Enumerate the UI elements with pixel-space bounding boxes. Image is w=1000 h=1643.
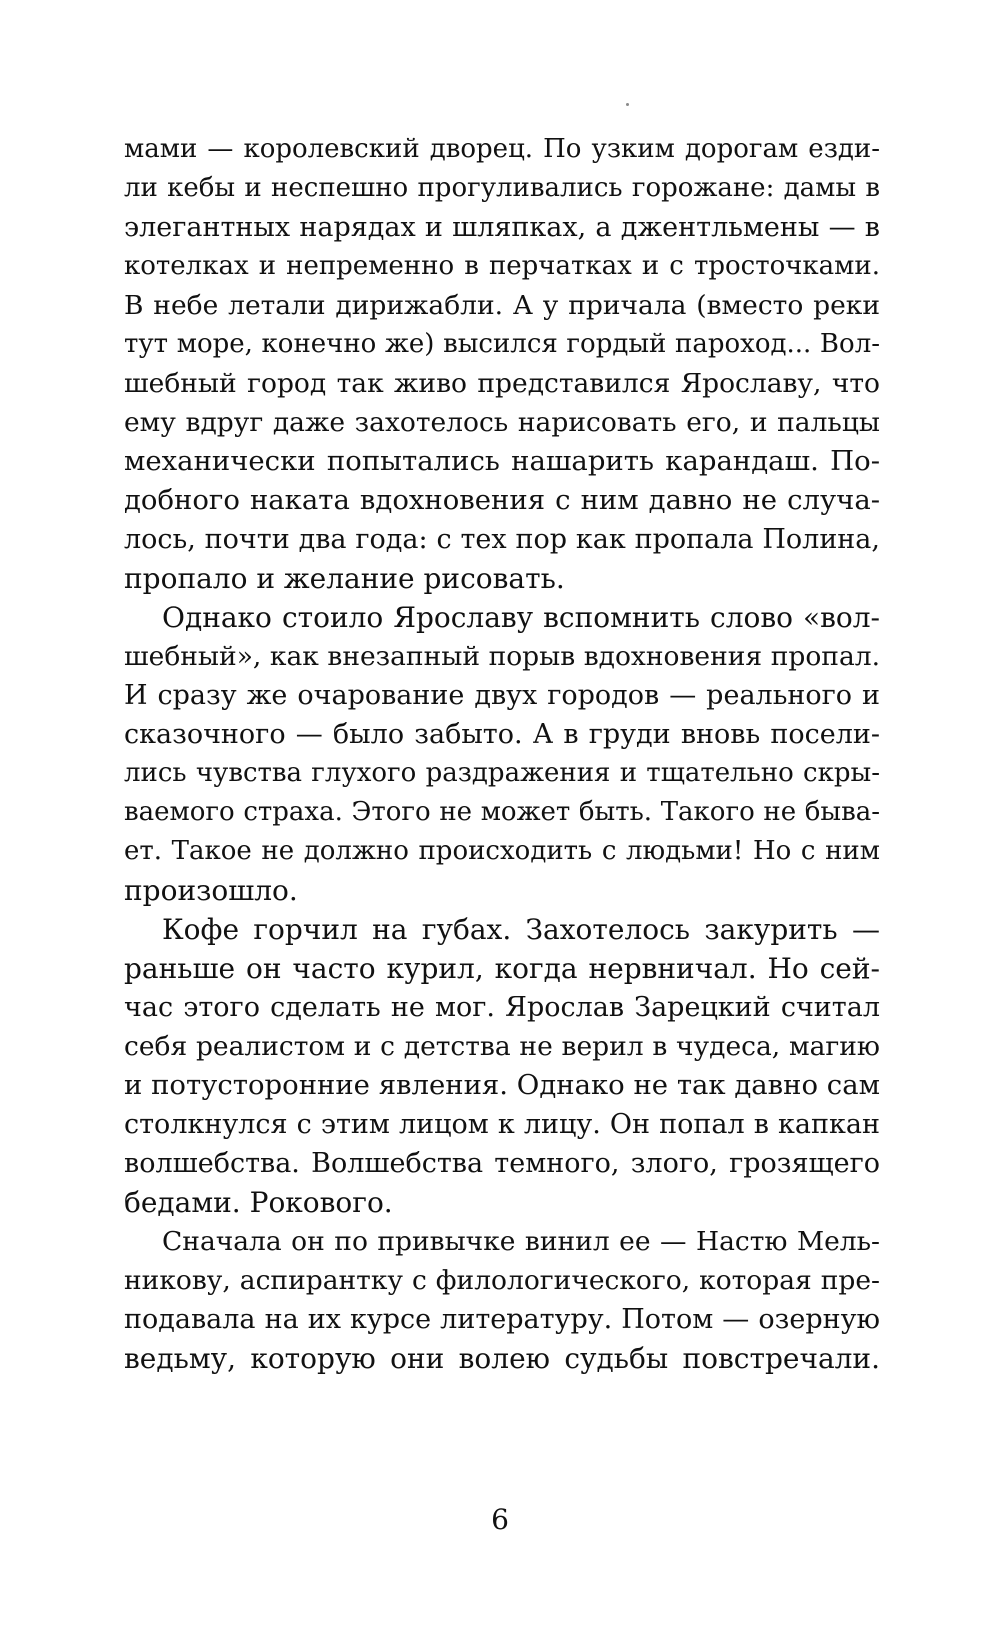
paragraph xyxy=(124,1222,880,1378)
text-line: Сначала он по привычке винил ее — Настю Мель- xyxy=(162,1226,880,1257)
text-line: котелках и непременно в перчатках и с тросточками. xyxy=(124,251,880,281)
paragraph xyxy=(124,598,880,910)
text-line: элегантных нарядах и шляпках, а джентльмены — в xyxy=(124,212,880,243)
text-line: никову, аспирантку с филологического, которая пре- xyxy=(124,1265,880,1296)
text-line: шебный», как внезапный порыв вдохновения пропал. xyxy=(124,641,880,672)
text-line: шебный город так живо представился Ярославу, что xyxy=(124,368,880,399)
text-line: добного наката вдохновения с ним давно не случа- xyxy=(124,484,880,516)
text-line: столкнулся с этим лицом к лицу. Он попал в капкан xyxy=(124,1109,880,1140)
text-line: механически попытались нашарить карандаш. По- xyxy=(124,445,880,477)
paragraph xyxy=(124,910,880,1222)
text-line: ли кебы и неспешно прогуливались горожане: дамы в xyxy=(124,173,880,203)
text-line: сказочного — было забыто. А в груди вновь посели- xyxy=(124,719,880,750)
text-line: В небе летали дирижабли. А у причала (вместо реки xyxy=(124,290,880,321)
text-line: ему вдруг даже захотелось нарисовать его, и пальцы xyxy=(124,407,880,438)
paragraph xyxy=(124,130,880,598)
text-line: мами — королевский дворец. По узким дорогам езди- xyxy=(124,134,880,164)
text-line: ведьму, которую они волею судьбы повстречали. xyxy=(124,1342,880,1375)
text-line: Кофе горчил на губах. Захотелось закурить — xyxy=(162,913,880,946)
body-text xyxy=(124,130,880,1378)
text-line: ваемого страха. Этого не может быть. Такого не быва- xyxy=(124,797,880,827)
text-line: раньше он часто курил, когда нервничал. Но сей- xyxy=(124,952,880,985)
text-line: себя реалистом и с детства не верил в чудеса, магию xyxy=(124,1031,880,1062)
text-line: тут море, конечно же) высился гордый пароход... Вол- xyxy=(124,329,880,359)
text-line: волшебства. Волшебства темного, злого, грозящего xyxy=(124,1148,880,1179)
text-line: лись чувства глухого раздражения и тщательно скры- xyxy=(124,758,880,788)
text-line: И сразу же очарование двух городов — реального и xyxy=(124,680,880,711)
text-line: Однако стоило Ярославу вспомнить слово «вол- xyxy=(162,601,880,634)
text-line: подавала на их курсе литературу. Потом — озерную xyxy=(124,1304,880,1335)
print-speck xyxy=(626,103,629,106)
text-line: произошло. xyxy=(124,874,298,907)
text-line: ет. Такое не должно происходить с людьми! Но с ним xyxy=(124,836,880,866)
text-line: лось, почти два года: с тех пор как пропала Полина, xyxy=(124,524,880,555)
text-line: пропало и желание рисовать. xyxy=(124,562,565,595)
text-line: и потусторонние явления. Однако не так давно сам xyxy=(124,1069,880,1101)
text-line: час этого сделать не мог. Ярослав Зарецкий считал xyxy=(124,992,880,1023)
page-number: 6 xyxy=(491,1503,509,1536)
text-line: бедами. Рокового. xyxy=(124,1186,393,1219)
